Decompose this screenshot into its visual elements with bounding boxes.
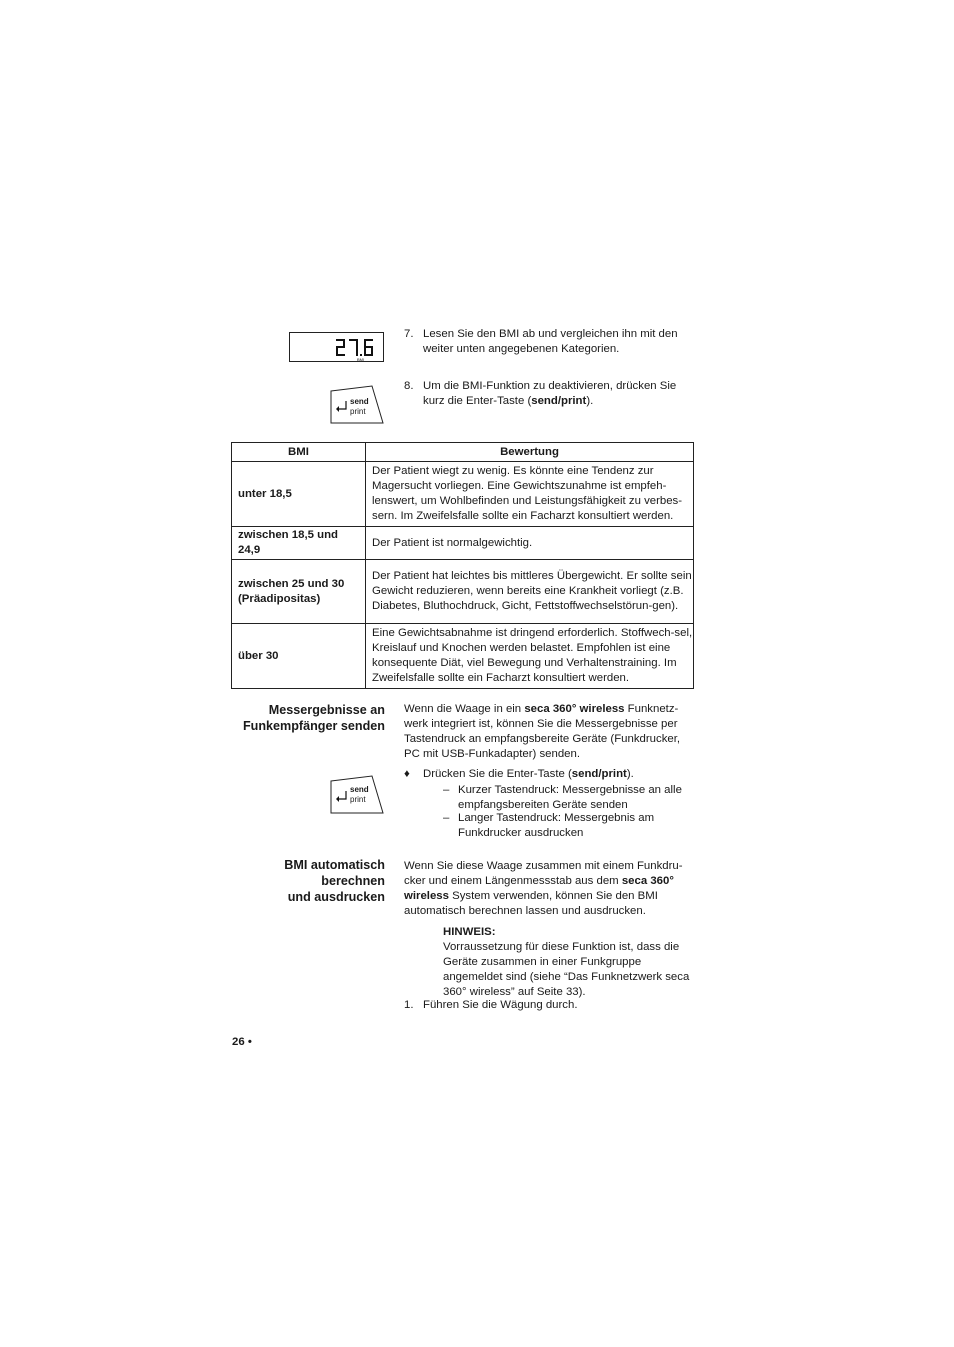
bmi-display-icon <box>289 332 384 362</box>
table-row <box>232 560 694 624</box>
bmi-category: unter 18,5 <box>232 462 366 527</box>
bmi-category: zwischen 25 und 30 (Präadipositas) <box>232 560 366 624</box>
step-7 <box>404 327 694 357</box>
note-text: Vorraussetzung für diese Funktion ist, dass die Geräte zusammen in einer Funkgruppe angemeldet sind (siehe “Das Funknetzwerk seca 360° wireless” auf Seite 33). <box>443 941 690 998</box>
column-header-bewertung: Bewertung <box>366 443 694 462</box>
key-label-print: print <box>350 407 366 416</box>
column-header-bmi: BMI <box>232 443 366 462</box>
sub-item-text: Kurzer Tastendruck: Messergebnisse an alle empfangsbereiten Geräte senden <box>458 784 682 811</box>
bmi-table <box>231 442 694 689</box>
step-text: Um die BMI-Funktion zu deaktivieren, drücken Sie kurz die Enter-Taste (send/print). <box>423 380 677 407</box>
bullet-text: Drücken Sie die Enter-Taste (send/print). <box>423 768 634 780</box>
table-header-row <box>232 443 694 462</box>
step-number: 1. <box>404 999 414 1011</box>
bmi-assessment: Der Patient wiegt zu wenig. Es könnte eine Tendenz zur Magersucht vorliegen. Eine Gewichtszunahme ist empfeh-lenswert, um Wohlbefinden und Leistungsfähigkeit zu verbes-sern. Im Zweifelsfalle sollte ein Facharzt konsultiert werden. <box>366 462 694 527</box>
send-print-key-icon <box>330 385 384 425</box>
section1-intro: Wenn die Waage in ein seca 360° wireless Funknetz-werk integriert ist, können Sie die Messergebnisse per Tastendruck an empfangsbereite Geräte (Funkdrucker, PC mit USB-Funkadapter) senden. <box>404 703 681 760</box>
bmi-assessment: Eine Gewichtsabnahme ist dringend erforderlich. Stoffwech-sel, Kreislauf und Knochen werden belastet. Empfohlen ist eine konsequente Diät, viel Bewegung und Verhaltenstraining. Im Zweifelsfalle sollte ein Facharzt konsultiert werden. <box>366 624 694 689</box>
note-title: HINWEIS: <box>443 926 496 938</box>
table-row <box>232 527 694 560</box>
step-text: Führen Sie die Wägung durch. <box>423 999 578 1011</box>
key-label-send: send <box>350 785 369 794</box>
key-label-send: send <box>350 397 369 406</box>
bmi-category: über 30 <box>232 624 366 689</box>
section2-intro: Wenn Sie diese Waage zusammen mit einem Funkdru-cker und einem Längenmessstab aus dem seca 360° wireless System verwenden, können Sie den BMI automatisch berechnen lassen und ausdrucken. <box>404 860 683 917</box>
diamond-bullet-icon: ♦ <box>404 768 410 780</box>
seven-segment-digits <box>290 333 385 363</box>
step-number: 7. <box>404 328 414 340</box>
section-heading-send-results: Messergebnisse an Funkempfänger senden <box>242 703 385 733</box>
step-number: 8. <box>404 380 414 392</box>
step-1 <box>404 998 694 1013</box>
bullet-item <box>404 767 696 782</box>
sub-item <box>443 783 695 813</box>
dash-marker: – <box>443 812 450 824</box>
bmi-assessment: Der Patient ist normalgewichtig. <box>366 527 694 560</box>
table-row <box>232 462 694 527</box>
dash-marker: – <box>443 784 450 796</box>
send-print-key-icon <box>330 775 384 815</box>
section-heading-bmi-auto: BMI automatisch berechnen und ausdrucken <box>284 858 385 904</box>
step-8 <box>404 379 694 409</box>
table-row <box>232 624 694 689</box>
step-text: Lesen Sie den BMI ab und vergleichen ihn mit den weiter unten angegebenen Kategorien. <box>423 328 678 355</box>
sub-item <box>443 811 695 841</box>
page-number: 26 • <box>232 1036 252 1048</box>
sub-item-text: Langer Tastendruck: Messergebnis am Funkdrucker ausdrucken <box>458 812 655 839</box>
bmi-category: zwischen 18,5 und 24,9 <box>232 527 366 560</box>
key-label-print: print <box>350 795 366 804</box>
bmi-assessment: Der Patient hat leichtes bis mittleres Übergewicht. Er sollte sein Gewicht reduzieren, wenn bereits eine Krankheit vorliegt (z.B. Diabetes, Bluthochdruck, Gicht, Fettstoffwechselstörun-gen). <box>366 560 694 624</box>
display-unit: BMI <box>357 357 365 362</box>
